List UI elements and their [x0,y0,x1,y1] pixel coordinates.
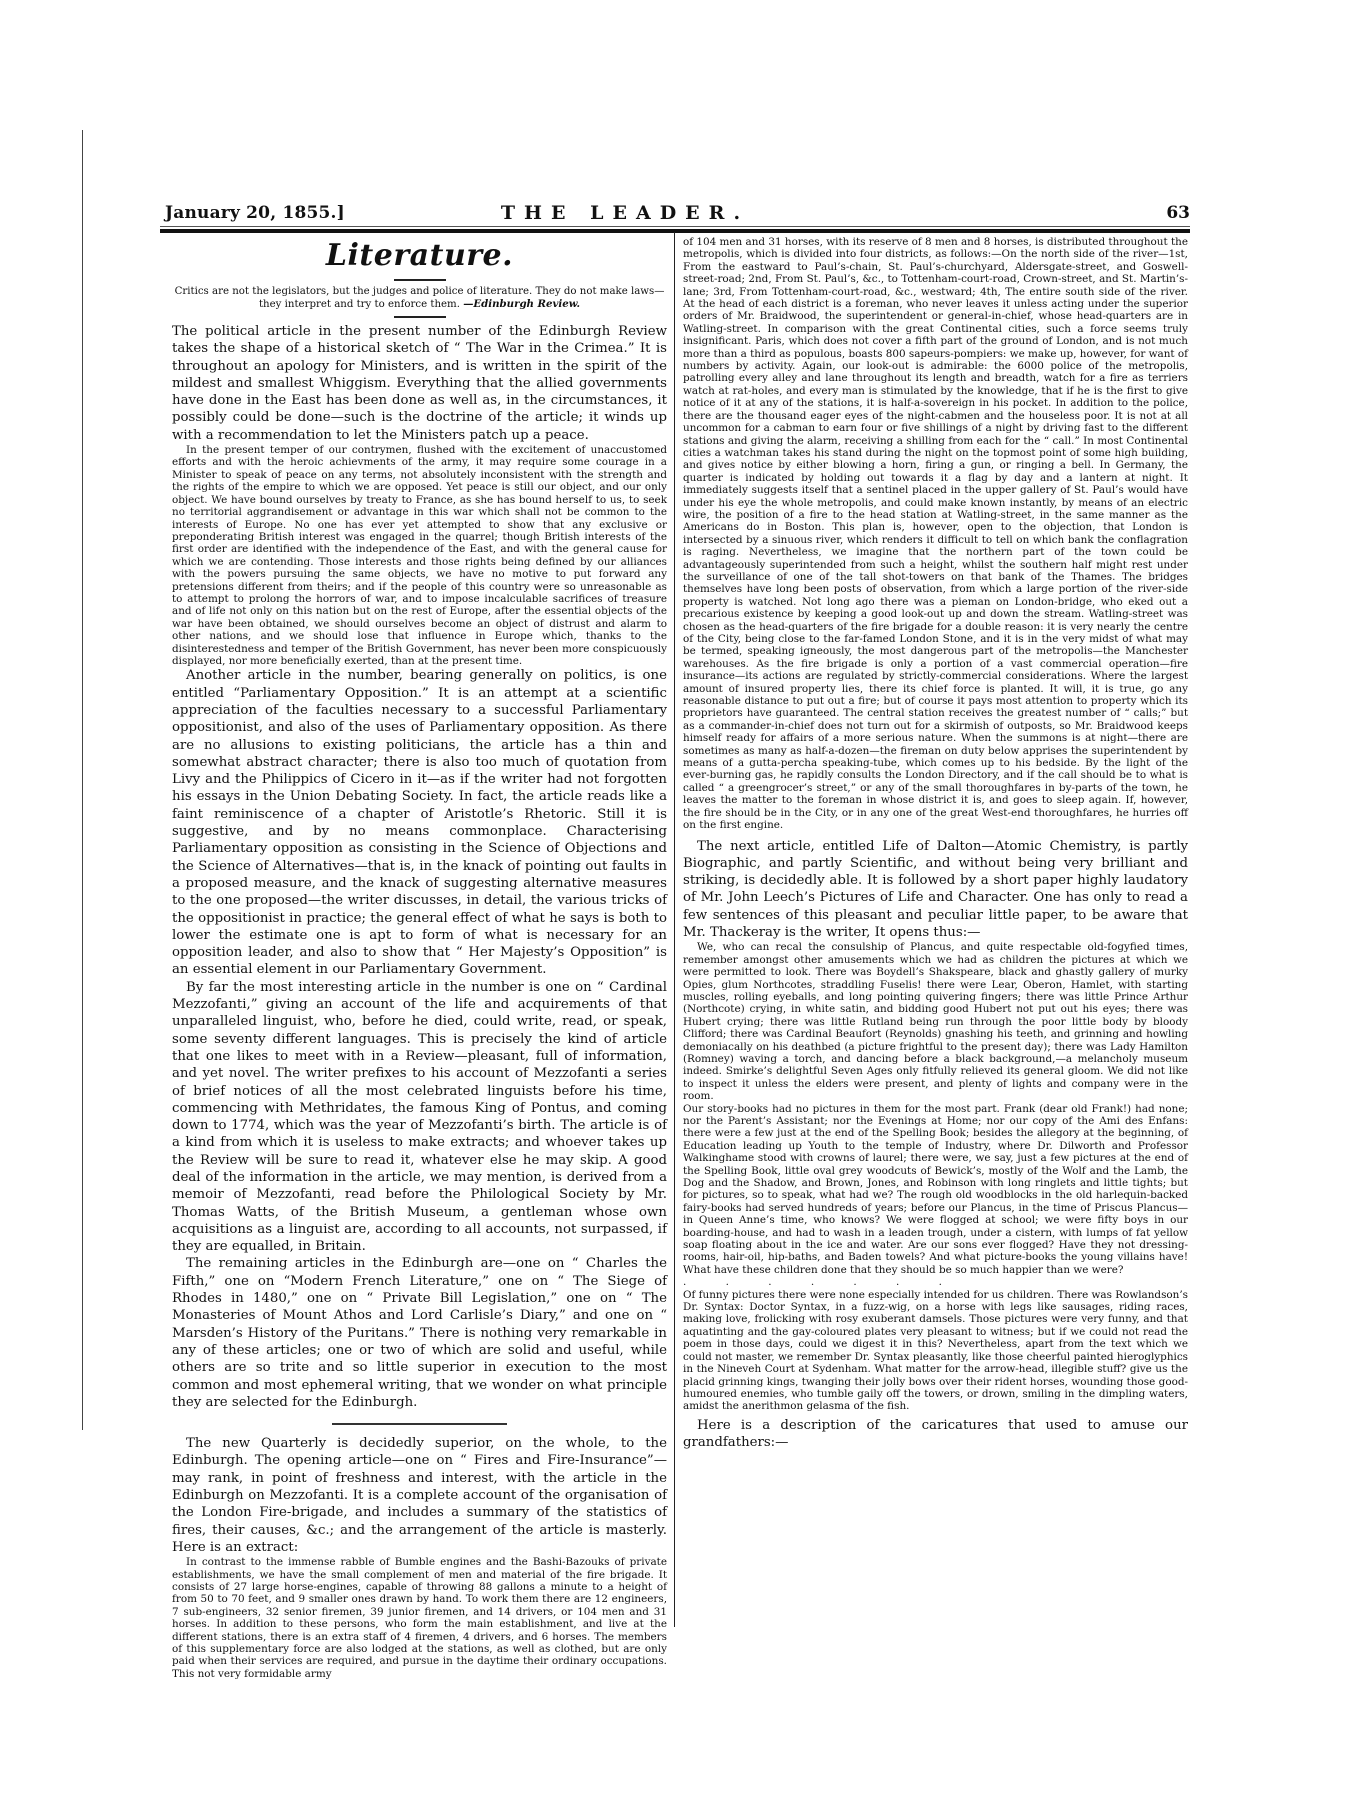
quote-fire-brigade: In contrast to the immense rabble of Bumble engines and the Bashi-Bazouks of private establishments, we have the small complement of men and material of the fire brigade. It consists of 27 large horse-engines, capable of throwing 88 gallons a minute to a height of from 50 to 70 feet, and 9 smaller ones drawn by hand. To work them there are 12 engineers, 7 sub-engineers, 32 senior firemen, 39 junior firemen, and 14 drivers, or 104 men and 31 horses. In addition to these persons, who form the main establishment, and live at the different stations, there is an extra staff of 4 firemen, 4 drivers, and 6 horses. The members of this supplementary force are also lodged at the stations, as well as clothed, but are only paid when their services are required, and pursue in the daytime their ordinary occupations. This not very formidable army [172,1556,667,1680]
paragraph-war-in-crimea: The political article in the present number of the Edinburgh Review takes the shape of a historical sketch of “ The War in the Crimea.” It is throughout an apology for Ministers, and is written in the spirit of the mildest and smallest Whiggism. Everything that the allied governments have done in the East has been done as well as, in the circumstances, it possibly could be done—such is the doctrine of the article; it winds up with a recommendation to let the Ministers patch up a peace. [172,324,667,443]
section-divider [332,1423,507,1425]
paragraph-parliamentary-opposition: Another article in the number, bearing generally on politics, is one entitled “Parliamentary Opposition.” It is an attempt at a scientific appreciation of the faculties necessary to a successful Parliamentary oppositionist, and also of the uses of Parliamentary opposition. As there are no allusions to existing politicians, the article has a thin and somewhat abstract character; there is also too much of quotation from Livy and the Philippics of Cicero in it—as if the writer had not forgotten his essays in the Union Debating Society. In fact, the article reads like a faint reminiscence of a chapter of Aristotle’s Rhetoric. Still it is suggestive, and by no means commonplace. Characterising Parliamentary opposition as consisting in the Science of Objections and the Science of Alternatives—that is, in the knack of pointing out faults in a proposed measure, and the knack of suggesting alternative measures to the one proposed—the writer discusses, in detail, the various tricks of the oppositionist in practice; the general effect of what he says is both to lower the estimate one is apt to form of what is necessary for an opposition leader, and also to show that “ Her Majesty’s Opposition” is an essential element in our Parliamentary Government. [172,668,667,978]
epigraph [172,286,667,311]
header-rule [160,229,1190,233]
quote-thackeray-story-books: Our story-books had no pictures in them for the most part. Frank (dear old Frank!) had none; nor the Parent’s Assistant; nor the Evenings at Home; nor our copy of the Ami des Enfans: there were a few just at the end of the Spelling Book; besides the allegory at the beginning, of Education leading up Youth to the temple of Industry, where Dr. Dilworth and Professor Walkinghame stood with crowns of laurel; there were, we say, just a few pictures at the end of the Spelling Book, little oval grey woodcuts of Bewick’s, mostly of the Wolf and the Lamb, the Dog and the Shadow, and Brown, Jones, and Robinson with long ringlets and little tights; but for pictures, so to speak, what had we? The rough old woodblocks in the old harlequin-backed fairy-books had served hundreds of years; before our Plancus, in the time of Priscus Plancus—in Queen Anne’s time, who knows? We were flogged at school; we were fifty boys in our boarding-house, and had to wash in a leaden trough, under a cistern, with lumps of fat yellow soap floating about in the ice and water. Are our sons ever flogged? Have they not dressing-rooms, hair-oil, hip-baths, and Baden towels? And what picture-books the young villains have! What have these children done that they should be so much happier than we were? [683,1102,1188,1276]
paragraph-quarterly: The new Quarterly is decidedly superior, on the whole, to the Edinburgh. The opening article—one on “ Fires and Fire-Insurance”—may rank, in point of freshness and interest, with the article in the Edinburgh on Mezzofanti. It is a complete account of the organisation of the London Fire-brigade, and includes a summary of the statistics of fires, their causes, &c.; and the arrangement of the article is masterly. Here is an extract: [172,1436,667,1555]
page-header [165,203,1190,227]
epigraph-text: Critics are not the legislators, but the judges and police of literature. They do not make laws—they interpret and try to enforce them. [174,286,665,310]
header-rule-thin [160,226,1190,227]
paragraph-caricatures: Here is a description of the caricatures that used to amuse our grandfathers:— [683,1417,1188,1451]
epigraph-source: —Edinburgh Review. [463,298,581,310]
paragraph-remaining-articles: The remaining articles in the Edinburgh are—one on “ Charles the Fifth,” one on “Modern French Literature,” one on “ The Siege of Rhodes in 1480,” one on “ Private Bill Legislation,” one on “ The Monasteries of Mount Athos and Lord Carlisle’s Diary,” and one on “ Marsden’s History of the Puritans.” There is nothing very remarkable in any of these articles; one or two of which are solid and useful, while others are so trite and so little superior in execution to the most common and most ephemeral writing, that we wonder on what principle they are selected for the Edinburgh. [172,1256,667,1410]
page-margin-line [82,130,83,1430]
page-number: 63 [1166,203,1190,223]
title-rule [394,279,446,281]
quote-fire-brigade-continued: of 104 men and 31 horses, with its reserve of 8 men and 8 horses, is distributed throughout the metropolis, which is divided into four districts, as follows:—On the north side of the river—1st, From the eastward to Paul’s-chain, St. Paul’s-churchyard, Aldersgate-street, and Goswell-street-road; 2nd, From St. Paul’s, &c., to Tottenham-court-road, Crown-street, and St. Martin’s-lane; 3rd, From Tottenham-court-road, &c., westward; 4th, The entire south side of the river. At the head of each district is a foreman, who never leaves it unless acting under the superior orders of Mr. Braidwood, the superintendent or general-in-chief, whose head-quarters are in Watling-street. In comparison with the great Continental cities, such a force seems truly insignificant. Paris, which does not cover a fifth part of the ground of London, and is not much more than a third as populous, boasts 800 sapeurs-pompiers: we make up, however, for want of numbers by activity. Again, our look-out is admirable: the 6000 police of the metropolis, patrolling every alley and lane throughout its length and breadth, watch for a fire as terriers watch at rat-holes, and every man is stimulated by the knowledge, that if he is the first to give notice of it at any of the stations, it is half-a-sovereign in his pocket. In addition to the police, there are the thousand eager eyes of the night-cabmen and the houseless poor. It is not at all uncommon for a cabman to earn four or five shillings of a night by driving fast to the different stations and giving the alarm, receiving a shilling from each for the “ call.” In most Continental cities a watchman takes his stand during the night on the topmost point of some high building, and gives notice by either blowing a horn, firing a gun, or ringing a bell. In Germany, the quarter is indicated by holding out towards it a flag by day and a lantern at night. It immediately suggests itself that a sentinel placed in the upper gallery of St. Paul’s would have under his eye the whole metropolis, and could make known instantly, by means of an electric wire, the position of a fire to the head station at Watling-street, in the same manner as the Americans do in Boston. This plan is, however, open to the objection, that London is intersected by a sinuous river, which renders it difficult to tell on which bank the conflagration is raging. Nevertheless, we imagine that the northern part of the town could be advantageously superintended from such a height, whilst the southern half might rest under the surveillance of one of the tall shot-towers on that bank of the Thames. The bridges themselves have long been posts of observation, from which a large portion of the river-side property is watched. Not long ago there was a pieman on London-bridge, who eked out a precarious existence by keeping a good look-out up and down the stream. Watling-street was chosen as the head-quarters of the fire brigade for a double reason: it is very nearly the centre of the City, being close to the far-famed London Stone, and it is in the very midst of what may be termed, speaking igneously, the most dangerous part of the metropolis—the Manchester warehouses. As the fire brigade is only a portion of a vast commercial operation—fire insurance—its actions are regulated by strictly-commercial considerations. Where the largest amount of insured property lies, there its chief force is planted. It will, it is true, go any reasonable distance to put out a fire; but of course it pays most attention to property which its proprietors have guaranteed. The central station receives the greatest number of “ calls;” but as a commander-in-chief does not turn out for a skirmish of outposts, so Mr. Braidwood keeps himself ready for affairs of a more serious nature. When the summons is at night—there are sometimes as many as half-a-dozen—the fireman on duty below apprises the superintendent by means of a gutta-percha speaking-tube, which comes up to his bedside. By the light of the ever-burning gas, he rapidly consults the London Directory, and if the call should be to what is called “ a greengrocer’s street,” or any of the small thoroughfares in by-parts of the town, he leaves the matter to the foreman in whose district it is, and goes to sleep again. If, however, the fire should be in the City, or in any one of the great West-end thoroughfares, he hurries off on the first engine. [683,236,1188,832]
ellipsis-dots: . . . . . . . [683,1276,960,1289]
left-column [172,236,667,1680]
quote-peace: In the present temper of our contrymen, flushed with the excitement of unaccustomed efforts and with the heroic achievments of the army, it may require some courage in a Minister to speak of peace on any terms, not absolutely inconsistent with the strength and the rights of the empire to which we are opposed. Yet peace is still our object, and our only object. We have bound ourselves by treaty to France, as she has bound herself to us, to seek no territorial aggrandisement or advantage in this war which shall not be common to the interests of Europe. No one has ever yet attempted to show that any exclusive or preponderating British interest was engaged in the quarrel; though British interests of the first order are identified with the independence of the East, and with the general cause for which we are contending. Those interests and those rights being defined by our alliances with the powers pursuing the same objects, we have no motive to put forward any pretensions different from theirs; and if the people of this country were so unreasonable as to attempt to prolong the horrors of war, and to impose incalculable sacrifices of treasure and of life not only on this nation but on the rest of Europe, after the essential objects of the war have been obtained, we should ourselves become an object of distrust and alarm to other nations, and we should lose that influence in Europe which, thanks to the disinterestedness and temper of the British Government, has never been more conspicuously displayed, nor more beneficially exerted, than at the present time. [172,444,667,667]
paragraph-dalton-leech: The next article, entitled Life of Dalton—Atomic Chemistry, is partly Biographic, and partly Scientific, and without being very brilliant and striking, is decidedly able. It is followed by a short paper highly laudatory of Mr. John Leech’s Pictures of Life and Character. One has only to read a few sentences of this pleasant and peculiar little paper, to be aware that Mr. Thackeray is the writer, It opens thus:— [683,838,1188,940]
newspaper-title: THE LEADER. [500,202,750,224]
quote-thackeray-syntax: Of funny pictures there were none especially intended for us children. There was Rowlandson’s Dr. Syntax: Doctor Syntax, in a fuzz-wig, on a horse with legs like sausages, riding races, making love, frolicking with rosy exuberant damsels. Those pictures were very funny, and that aquatinting and the gay-coloured plates very pleasant to witness; but if we could not read the poem in those days, could we digest it in this? Nevertheless, apart from the text which we could not master, we remember Dr. Syntax pleasantly, like those cheerful painted hieroglyphics in the Nineveh Court at Sydenham. What matter for the arrow-head, illegible stuff? give us the placid grinning kings, twanging their jolly bows over their rident horses, wounding those good-humoured enemies, who tumble gaily off the towers, or drown, smiling in the dimpling waters, amidst the anerithmon gelasma of the fish. [683,1288,1188,1413]
epigraph-rule [394,316,446,318]
right-column [683,236,1188,1451]
column-divider [674,232,675,1627]
issue-date: January 20, 1855.] [165,203,345,223]
section-title: Literature. [325,238,514,273]
paragraph-mezzofanti: By far the most interesting article in the number is one on “ Cardinal Mezzofanti,” giving an account of the life and acquirements of that unparalleled linguist, who, before he died, could write, read, or speak, some seventy different languages. This is precisely the kind of article that one likes to meet with in a Review—pleasant, full of information, and yet novel. The writer prefixes to his account of Mezzofanti a series of brief notices of all the most celebrated linguists before his time, commencing with Methridates, the famous King of Pontus, and coming down to 1774, which was the year of Mezzofanti’s birth. The article is of a kind from which it is useless to make extracts; and whoever takes up the Review will be sure to read it, whatever else he may skip. A good deal of the information in the article, we may mention, is derived from a memoir of Mezzofanti, read before the Philological Society by Mr. Thomas Watts, of the British Museum, a gentleman whose own acquisitions as a linguist are, according to all accounts, not surpassed, if they are equalled, in Britain. [172,979,667,1255]
quote-thackeray-pictures: We, who can recal the consulship of Plancus, and quite respectable old-fogyfied times, remember amongst other amusements which we had as children the pictures at which we were permitted to look. There was Boydell’s Shakspeare, black and ghastly gallery of murky Opies, glum Northcotes, straddling Fuselis! there were Lear, Oberon, Hamlet, with starting muscles, rolling eyeballs, and long pointing quivering fingers; there was little Prince Arthur (Northcote) crying, in white satin, and bidding good Hubert not put out his eyes; there was Hubert crying; there was little Rutland being run through the poor little body by bloody Clifford; there was Cardinal Beaufort (Reynolds) gnashing his teeth, and grinning and howling demoniacally on his deathbed (a picture frightful to the present day); there was Lady Hamilton (Romney) waving a torch, and dancing before a black background,—a melancholy museum indeed. Smirke’s delightful Seven Ages only fitfully relieved its general gloom. We did not like to inspect it unless the elders were present, and plenty of lights and company were in the room. [683,941,1188,1103]
